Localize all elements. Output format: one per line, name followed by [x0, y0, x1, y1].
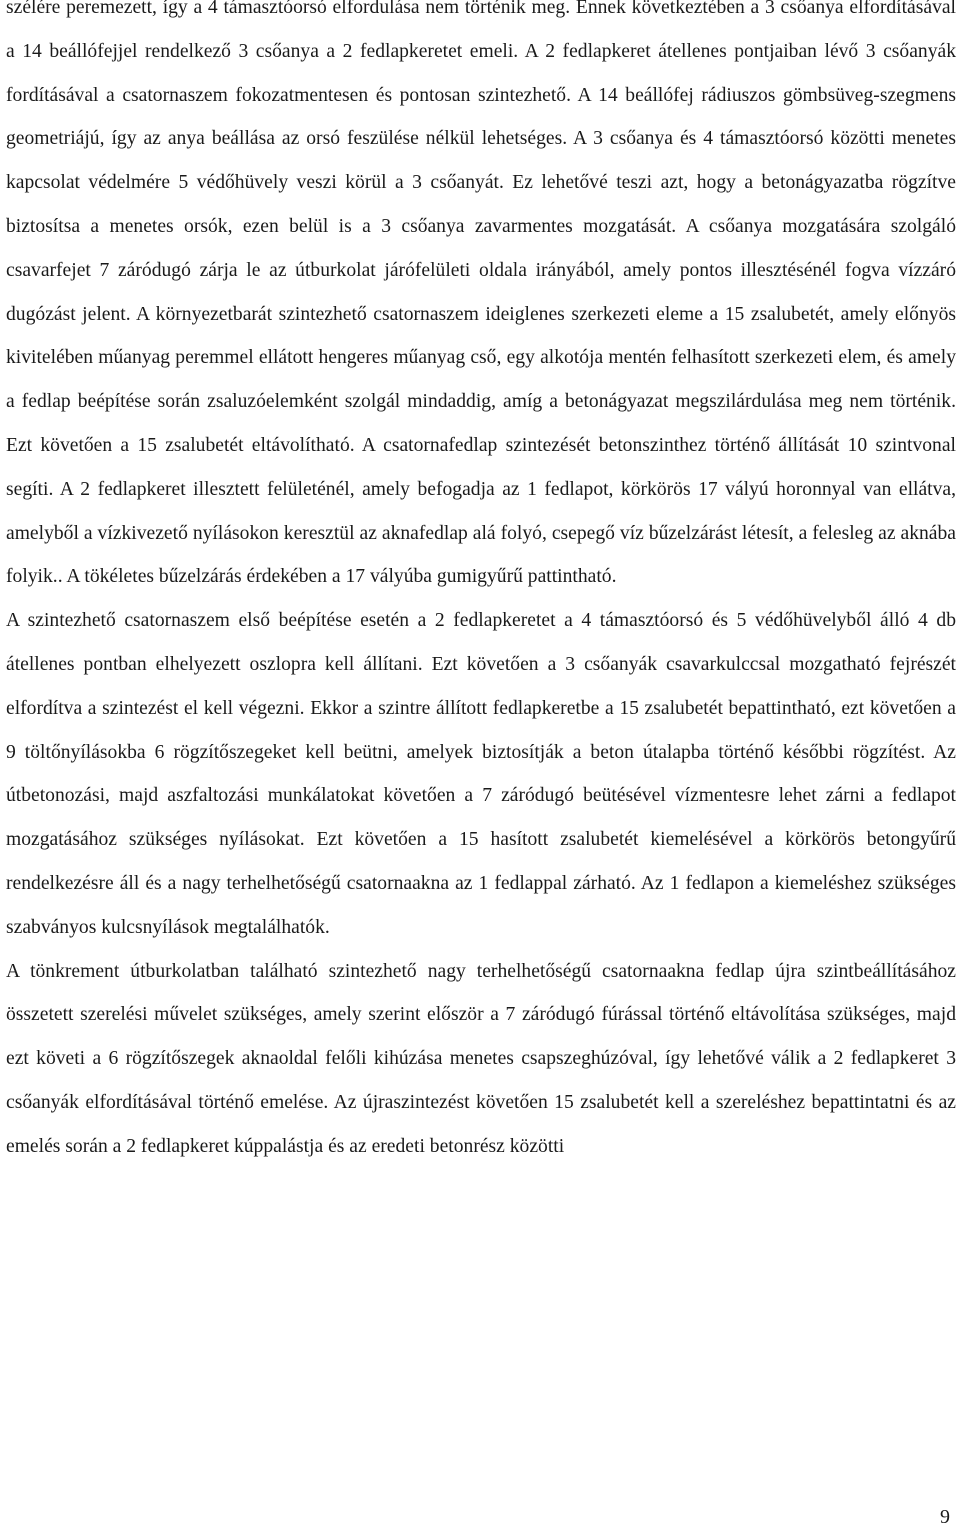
paragraph-3: A tönkrement útburkolatban található szintezhető nagy terhelhetőségű csatornaakna fedlap újra szintbeállításához összetett szerelési művelet szükséges, amely szerint először a 7 záródugó fúrással történő eltávolítása szükséges, majd ezt követi a 6 rögzítőszegek aknaoldal felőli kihúzása menetes csapszeghúzóval, így lehetővé válik a 2 fedlapkeret 3 csőanyák elfordításával történő emelése. Az újraszintezést követően 15 zsalubetét kell a szereléshez bepattintatni és az emelés során a 2 fedlapkeret kúppalástja és az eredeti betonrész közötti	[6, 960, 956, 1157]
paragraph-1: szélére peremezett, így a 4 támasztóorsó elfordulása nem történik meg. Ennek következtében a 3 csőanya elfordításával a 14 beállófejjel rendelkező 3 csőanya a 2 fedlapkeretet emeli. A 2 fedlapkeret átellenes pontjaiban lévő 3 csőanyák fordításával a csatornaszem fokozatmentesen és pontosan szintezhető. A 14 beállófej rádiuszos gömbsüveg-szegmens geometriájú, így az anya beállása az orsó feszülése nélkül lehetséges. A 3 csőanya és 4 támasztóorsó közötti menetes kapcsolat védelmére 5 védőhüvely veszi körül a 3 csőanyát. Ez lehetővé teszi azt, hogy a betonágyazatba rögzítve biztosítsa a menetes orsók, ezen belül is a 3 csőanya zavarmentes mozgatását. A csőanya mozgatására szolgáló csavarfejet 7 záródugó zárja le az útburkolat járófelületi oldala irányából, amely pontos illesztésénél fogva vízzáró dugózást jelent. A környezetbarát szintezhető csatornaszem ideiglenes szerkezeti eleme a 15 zsalubetét, amely előnyös kivitelében műanyag peremmel ellátott hengeres műanyag cső, egy alkotója mentén felhasított szerkezeti elem, és amely a fedlap beépítése során zsaluzóelemként szolgál mindaddig, amíg a betonágyazat megszilárdulása meg nem történik. Ezt követően a 15 zsalubetét eltávolítható. A csatornafedlap szintezését betonszinthez történő állítását 10 szintvonal segíti. A 2 fedlapkeret illesztett felületénél, amely befogadja az 1 fedlapot, körkörös 17 vályú horonnyal van ellátva, amelyből a vízkivezető nyílásokon keresztül az aknafedlap alá folyó, csepegő víz bűzelzárást létesít, a felesleg az aknába folyik.. A tökéletes bűzelzárás érdekében a 17 vályúba gumigyűrű pattintható.	[6, 0, 956, 588]
page-number: 9	[940, 1506, 950, 1528]
paragraph-2: A szintezhető csatornaszem első beépítése esetén a 2 fedlapkeretet a 4 támasztóorsó és 5 védőhüvelyből álló 4 db átellenes pontban elhelyezett oszlopra kell állítani. Ezt követően a 3 csőanyák csavarkulccsal mozgatható fejrészét elfordítva a szintezést el kell végezni. Ekkor a szintre állított fedlapkeretbe a 15 zsalubetét bepattintható, ezt követően a 9 töltőnyílásokba 6 rögzítőszegeket kell beütni, amelyek biztosítják a beton útalapba történő későbbi rögzítést. Az útbetonozási, majd aszfaltozási munkálatokat követően a 7 záródugó beütésével vízmentesre lehet zárni a fedlapot mozgatásához szükséges nyílásokat. Ezt követően a 15 hasított zsalubetét kiemelésével a körkörös betongyűrű rendelkezésre áll és a nagy terhelhetőségű csatornaakna az 1 fedlappal zárható. Az 1 fedlapon a kiemeléshez szükséges szabványos kulcsnyílások megtalálhatók.	[6, 610, 956, 938]
document-page	[6, 0, 956, 1169]
